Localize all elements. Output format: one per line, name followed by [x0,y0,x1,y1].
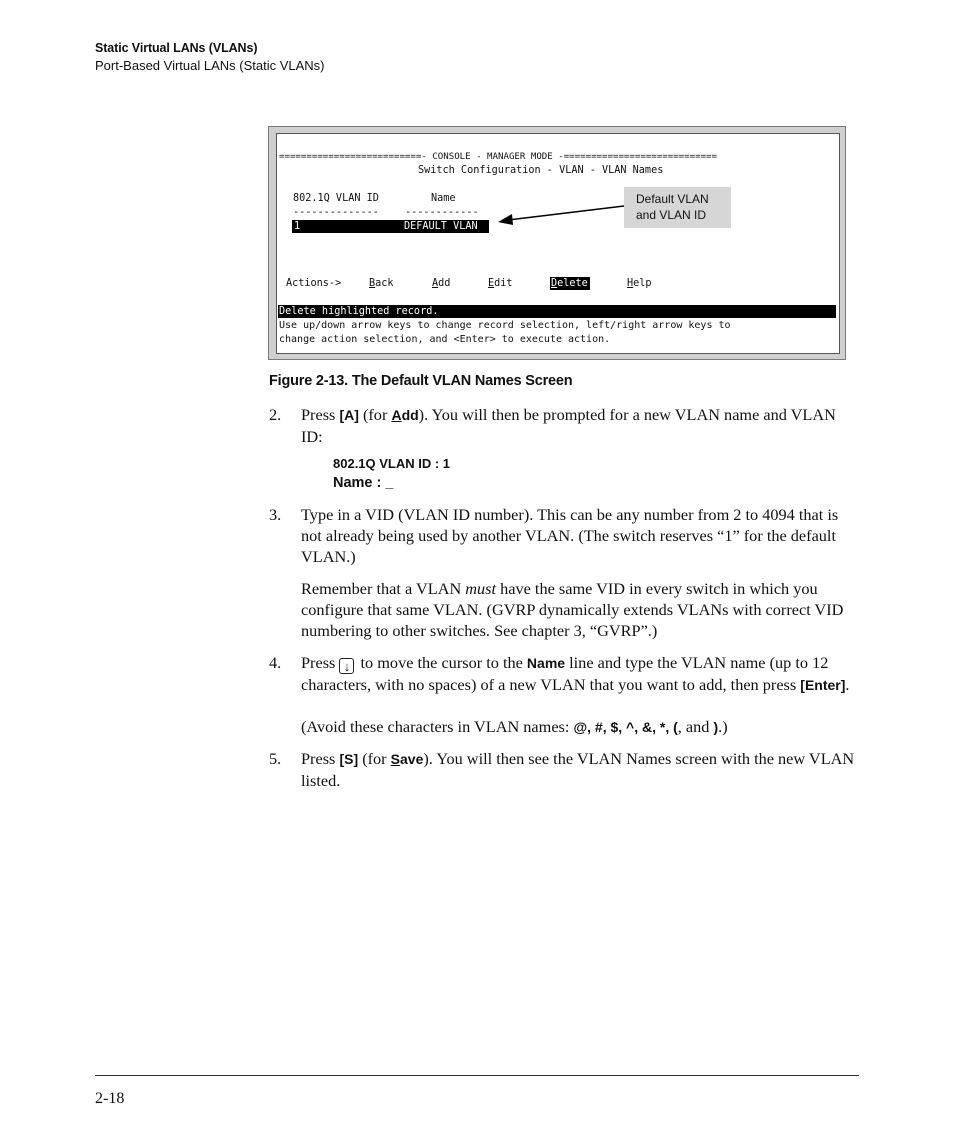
key-s: [S] [339,751,359,767]
record-vlan-id: 1 [294,221,301,232]
prompt-name-line: Name : _ [333,475,394,491]
callout-line-2: and VLAN ID [636,208,707,222]
console-banner: ==========================- CONSOLE - MANAGER MODE -============================ [279,152,717,162]
step-4-text: Press ↓ to move the cursor to the Name line and type the VLAN name (up to 12 characters, with no spaces) of a new VLAN that you want to add, then press [Enter]. [301,653,850,694]
step-2-text: Press [A] (for Add). You will then be prompted for a new VLAN name and VLAN ID: [301,405,836,446]
action-back[interactable]: Back [369,278,394,289]
highlighted-record-row[interactable] [292,220,489,233]
action-add[interactable]: Add [432,278,451,289]
enter-key: [Enter] [800,677,846,693]
page-number: 2-18 [95,1090,125,1107]
status-bar [278,305,836,318]
step-5-number: 5. [269,749,282,768]
console-screen-title: Switch Configuration - VLAN - VLAN Names [418,165,664,176]
action-edit[interactable]: Edit [488,278,513,289]
action-help[interactable]: Help [627,278,652,289]
command-add: Add [391,407,419,423]
column-header-vlan-id: 802.1Q VLAN ID [293,193,379,204]
footer-rule [95,1075,859,1076]
column-underline-name: ------------ [405,207,479,218]
step-5-text: Press [S] (for Save). You will then see the VLAN Names screen with the new VLAN listed. [301,749,855,790]
key-a: [A] [339,407,359,423]
name-field-label: Name [526,655,566,671]
figure-caption: Figure 2-13. The Default VLAN Names Screen [269,373,573,389]
status-message: Delete highlighted record. [279,306,439,317]
running-header-subtitle: Port-Based Virtual LANs (Static VLANs) [95,58,325,73]
step-4-avoid-chars: (Avoid these characters in VLAN names: @, #, $, ^, &, *, (, and ).) [301,717,728,736]
step-3-note: Remember that a VLAN must have the same VID in every switch in which you configure that same VLAN. (GVRP dynamically extends VLANs with correct VID numbering to other switches. See chapter 3, “GVRP”.) [301,579,844,640]
forbidden-characters: @, #, $, ^, &, *, ( [573,719,678,735]
step-3-text: Type in a VID (VLAN ID number). This can be any number from 2 to 4094 that is not already being used by another VLAN. (The switch reserves “1” for the default VLAN.) [301,505,839,566]
step-3-number: 3. [269,505,282,524]
running-header-title: Static Virtual LANs (VLANs) [95,41,258,55]
callout-line-1: Default VLAN [636,192,709,206]
help-text-line-2: change action selection, and <Enter> to execute action. [279,334,611,345]
callout-arrow-icon [490,198,630,228]
action-delete-selected[interactable]: Delete [551,278,588,289]
down-arrow-key-icon: ↓ [339,658,354,674]
column-header-name: Name [431,193,456,204]
step-4-number: 4. [269,653,282,672]
actions-label: Actions-> [286,278,342,289]
prompt-vlan-id-line: 802.1Q VLAN ID : 1 [333,456,451,471]
callout-box [624,187,731,228]
command-save: Save [390,751,424,767]
step-2-number: 2. [269,405,282,424]
record-vlan-name: DEFAULT VLAN [404,221,478,232]
help-text-line-1: Use up/down arrow keys to change record selection, left/right arrow keys to [279,320,731,331]
column-underline-vlan-id: -------------- [293,207,379,218]
